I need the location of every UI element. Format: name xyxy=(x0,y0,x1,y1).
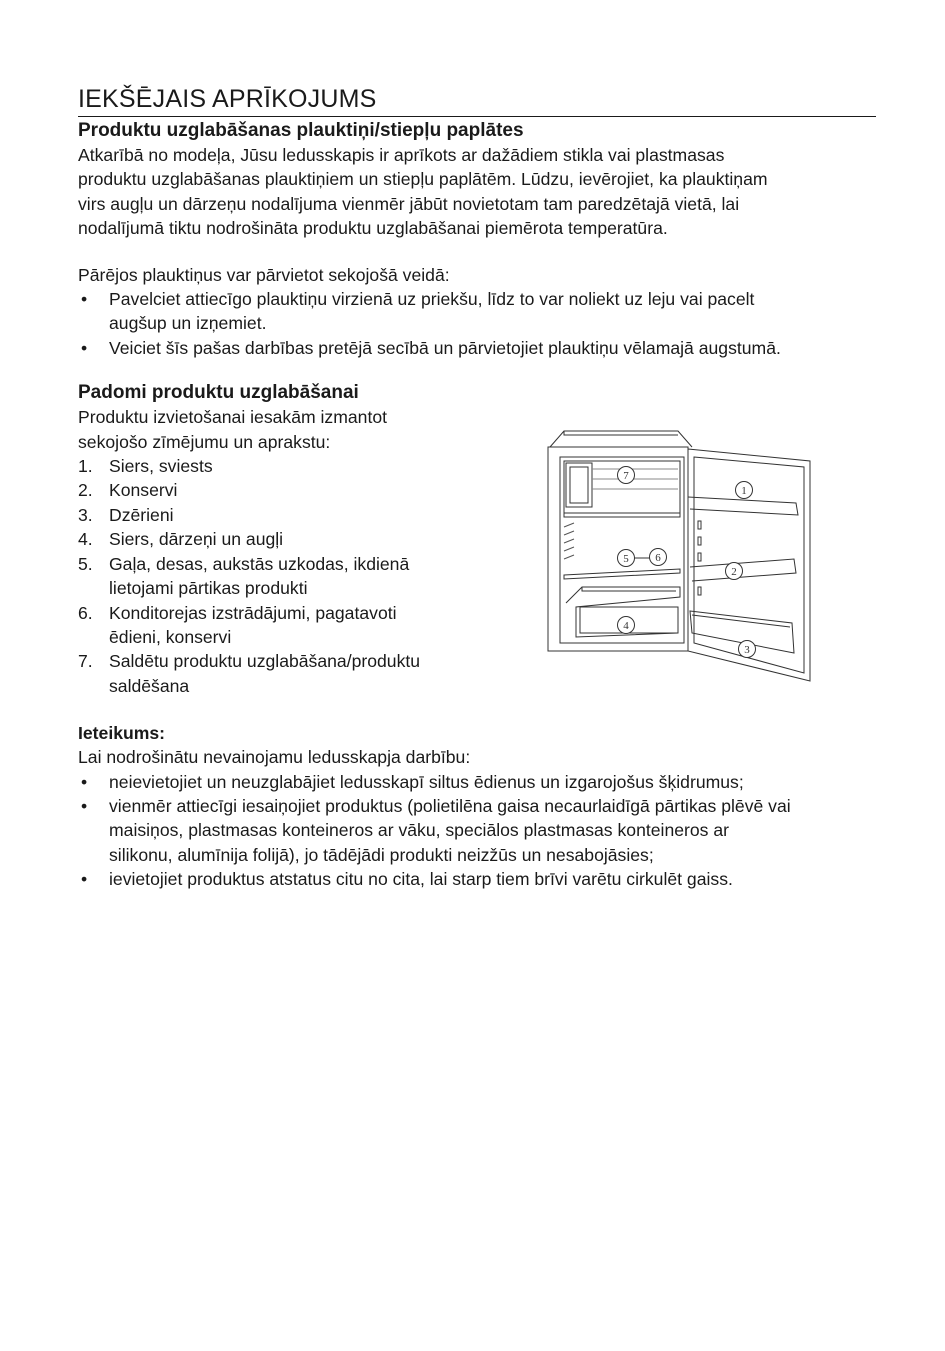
list-item-line: Konservi xyxy=(109,480,178,501)
tips-section xyxy=(78,381,876,698)
list-item-line: silikonu, alumīnija folijā), jo tādējādi produkti neizžūs un nesabojāsies; xyxy=(109,844,654,865)
storage-list xyxy=(78,454,478,698)
paragraph-line: virs augļu un dārzeņu nodalījuma vienmēr jābūt novietotam tam paredzētajā vietā, lai xyxy=(78,193,740,214)
list-item xyxy=(78,794,876,867)
title-divider xyxy=(78,116,876,117)
list-item-line: • Pavelciet attiecīgo plauktiņu virzienā uz priekšu, līdz to var noliekt uz leju vai pacelt xyxy=(109,289,755,310)
item-number: 2. xyxy=(78,480,93,501)
move-steps-list xyxy=(78,287,876,360)
shelves-paragraph xyxy=(78,143,876,241)
item-number: 4. xyxy=(78,529,93,550)
tips-heading: Padomi produktu uzglabāšanai xyxy=(78,382,359,404)
list-item xyxy=(78,527,478,551)
figure-label-6: 6 xyxy=(655,552,661,565)
figure-label-5: 5 xyxy=(623,553,629,566)
list-item xyxy=(78,601,478,650)
item-number: 6. xyxy=(78,602,93,623)
shelves-heading: Produktu uzglabāšanas plauktiņi/stiepļu paplātes xyxy=(78,120,524,141)
list-item-line: Saldētu produktu uzglabāšana/produktu xyxy=(109,651,421,672)
list-item-line: Gaļa, desas, aukstās uzkodas, ikdienā xyxy=(109,553,410,574)
advice-heading: Ieteikums: xyxy=(78,723,166,744)
figure-label-2: 2 xyxy=(731,566,737,579)
list-item xyxy=(78,503,478,527)
tips-intro-line: sekojošo zīmējumu un aprakstu: xyxy=(78,431,331,452)
list-item-line: Siers, dārzeņi un augļi xyxy=(109,529,284,550)
list-item xyxy=(78,552,478,601)
list-item xyxy=(78,336,876,360)
list-item-line: Dzērieni xyxy=(109,504,174,525)
list-item xyxy=(78,649,478,698)
item-number: 3. xyxy=(78,504,93,525)
list-item-line: • neievietojiet un neuzglabājiet ledusskapī siltus ēdienus un izgarojošus šķidrumus; xyxy=(109,771,744,792)
list-item-line: ēdieni, konservi xyxy=(109,626,232,647)
figure-label-1: 1 xyxy=(741,485,747,498)
figure-label-3: 3 xyxy=(744,644,750,657)
item-number: 5. xyxy=(78,553,93,574)
list-item xyxy=(78,867,876,891)
list-item-line: lietojami pārtikas produkti xyxy=(109,578,308,599)
advice-list xyxy=(78,770,876,892)
advice-intro: Lai nodrošinātu nevainojamu ledusskapja darbību: xyxy=(78,747,471,768)
paragraph-line: nodalījumā tiktu nodrošināta produktu uzglabāšanai piemērota temperatūra. xyxy=(78,218,668,239)
item-number: 7. xyxy=(78,651,93,672)
document-page xyxy=(78,84,876,892)
list-item-line: • ievietojiet produktus atstatus citu no cita, lai starp tiem brīvi varētu cirkulēt gaiss. xyxy=(109,869,733,890)
list-item-line: maisiņos, plastmasas konteineros ar vāku, speciālos plastmasas konteineros ar xyxy=(109,820,729,841)
move-intro: Pārējos plauktiņus var pārvietot sekojošā veidā: xyxy=(78,264,450,285)
list-item xyxy=(78,478,478,502)
figure-label-4: 4 xyxy=(623,620,629,633)
tips-intro-line: Produktu izvietošanai iesakām izmantot xyxy=(78,407,388,428)
section-title: IEKŠĒJAIS APRĪKOJUMS xyxy=(78,85,377,113)
list-item xyxy=(78,770,876,794)
fridge-diagram xyxy=(546,427,820,689)
paragraph-line: Atkarībā no modeļa, Jūsu ledusskapis ir aprīkots ar dažādiem stikla vai plastmasas xyxy=(78,145,725,165)
list-item-line: augšup un izņemiet. xyxy=(109,313,267,334)
paragraph-line: produktu uzglabāšanas plauktiņiem un stiepļu paplātēm. Lūdzu, ievērojiet, ka plauktiņam xyxy=(78,169,768,190)
list-item-line: • Veiciet šīs pašas darbības pretējā secībā un pārvietojiet plauktiņu vēlamajā augstumā. xyxy=(109,337,781,358)
list-item xyxy=(78,287,876,336)
list-item xyxy=(78,454,478,478)
item-number: 1. xyxy=(78,456,93,477)
list-item-line: • vienmēr attiecīgi iesaiņojiet produktus (polietilēna gaisa necaurlaidīgā pārtikas plēvē vai xyxy=(109,795,791,816)
list-item-line: saldēšana xyxy=(109,675,190,696)
list-item-line: Konditorejas izstrādājumi, pagatavoti xyxy=(109,602,397,623)
list-item-line: Siers, sviests xyxy=(109,456,213,477)
figure-label-7: 7 xyxy=(623,470,629,483)
